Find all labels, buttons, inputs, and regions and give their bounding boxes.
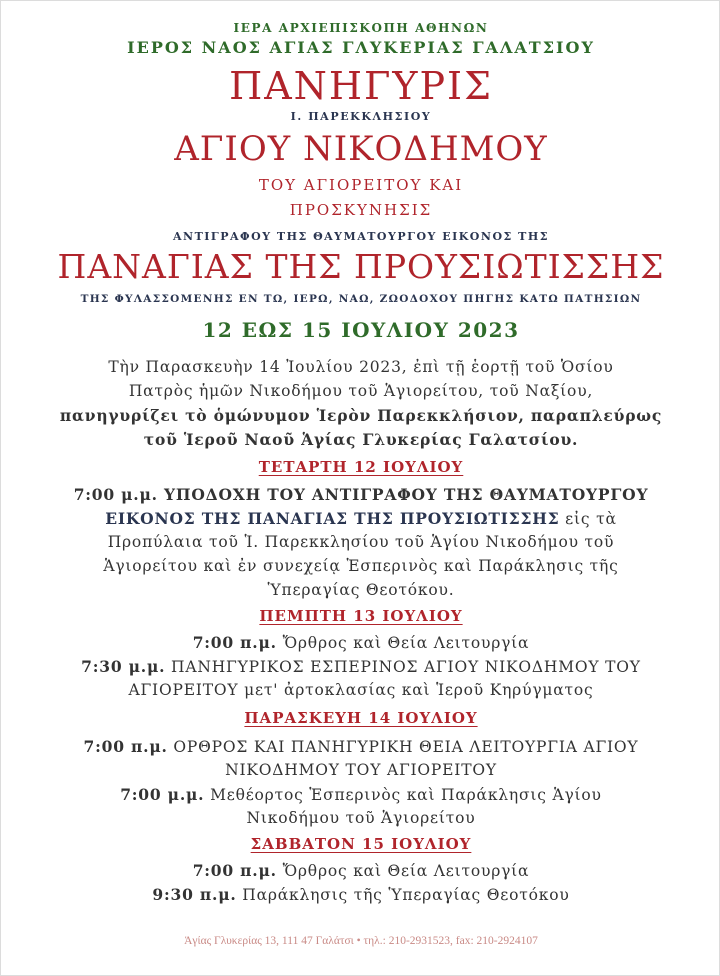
thu-line-3: ΑΓΙΟΡΕΙΤΟΥ μετ' ἀρτοκλασίας καὶ Ἱεροῦ Κηρύγματος (128, 681, 594, 699)
wed-line-2 (1, 509, 720, 528)
footer-contact: Ἁγίας Γλυκερίας 13, 111 47 Γαλάτσι • τηλ.: 210-2931523, fax: 210-2924107 (184, 935, 538, 947)
archdiocese-line: ΙΕΡΑ ΑΡΧΙΕΠΙΣΚΟΠΗ ΑΘΗΝΩΝ (233, 21, 489, 35)
fri-line-4: Νικοδήμου τοῦ Ἁγιορείτου (246, 809, 476, 827)
fri-line-2: ΝΙΚΟΔΗΜΟΥ ΤΟΥ ΑΓΙΟΡΕΙΤΟΥ (225, 761, 497, 779)
saint-subtitle-2: ΠΡΟΣΚΥΝΗΣΙΣ (289, 201, 433, 219)
wed-line-3: Προπύλαια τοῦ Ἱ. Παρεκκλησίου τοῦ Ἁγίου Νικοδήμου τοῦ (107, 533, 615, 551)
fri-line-3 (1, 785, 720, 804)
thu-line-1-time: 7:00 π.μ. (192, 633, 277, 652)
event-dates: 12 ΕΩΣ 15 ΙΟΥΛΙΟΥ 2023 (202, 318, 520, 342)
fri-line-1-time: 7:00 π.μ. (83, 737, 168, 756)
sat-line-2 (1, 885, 720, 904)
kept-in-church-line: ΤΗΣ ΦΥΛΑΣΣΟΜΕΝΗΣ ΕΝ ΤΩ, ΙΕΡΩ, ΝΑΩ, ΖΩΟΔΟΧΟΥ ΠΗΓΗΣ ΚΑΤΩ ΠΑΤΗΣΙΩΝ (80, 293, 642, 305)
thu-line-2 (1, 657, 720, 676)
fri-line-1-text: ΟΡΘΡΟΣ ΚΑΙ ΠΑΝΗΓΥΡΙΚΗ ΘΕΙΑ ΛΕΙΤΟΥΡΓΙΑ ΑΓΙΟΥ (167, 738, 639, 756)
church-name: ΙΕΡΟΣ ΝΑΟΣ ΑΓΙΑΣ ΓΛΥΚΕΡΙΑΣ ΓΑΛΑΤΣΙΟΥ (127, 38, 595, 57)
fri-line-3-time: 7:00 μ.μ. (120, 785, 205, 804)
intro-line-2: Πατρὸς ἡμῶν Νικοδήμου τοῦ Ἁγιορείτου, τοῦ Ναξίου, (128, 382, 594, 400)
sat-line-1 (1, 861, 720, 880)
sat-line-1-text: Ὄρθρος καὶ Θεία Λειτουργία (276, 862, 530, 880)
wed-line-4: Ἁγιορείτου καὶ ἐν συνεχείᾳ Ἑσπερινὸς καὶ Παράκλησις τῆς (103, 557, 619, 575)
saint-name: ΑΓΙΟΥ ΝΙΚΟΔΗΜΟΥ (174, 129, 548, 169)
day-heading-friday: ΠΑΡΑΣΚΕΥΗ 14 ΙΟΥΛΙΟΥ (244, 709, 478, 727)
wed-line-5: Ὑπεραγίας Θεοτόκου. (267, 581, 455, 599)
intro-line-4: τοῦ Ἱεροῦ Ναοῦ Ἁγίας Γλυκερίας Γαλατσίου. (143, 430, 579, 449)
day-heading-thursday: ΠΕΜΠΤΗ 13 ΙΟΥΛΙΟΥ (259, 607, 463, 625)
thu-line-1 (1, 633, 720, 652)
intro-line-1: Τὴν Παρασκευὴν 14 Ἰουλίου 2023, ἐπὶ τῇ ἑορτῇ τοῦ Ὁσίου (108, 358, 614, 376)
day-heading-saturday: ΣΑΒΒΑΤΟΝ 15 ΙΟΥΛΙΟΥ (250, 835, 472, 853)
fri-line-3-text: Μεθέορτος Ἑσπερινὸς καὶ Παράκλησις Ἁγίου (204, 786, 602, 804)
icon-title: ΠΑΝΑΓΙΑΣ ΤΗΣ ΠΡΟΥΣΙΩΤΙΣΣΗΣ (57, 247, 665, 286)
fri-line-1 (1, 737, 720, 756)
thu-line-1-text: Ὄρθρος καὶ Θεία Λειτουργία (276, 634, 530, 652)
copy-icon-line: ΑΝΤΙΓΡΑΦΟΥ ΤΗΣ ΘΑΥΜΑΤΟΥΡΓΟΥ ΕΙΚΟΝΟΣ ΤΗΣ (173, 230, 549, 243)
page-title: ΠΑΝΗΓΥΡΙΣ (229, 64, 493, 108)
saint-subtitle-1: ΤΟΥ ΑΓΙΟΡΕΙΤΟΥ ΚΑΙ (258, 176, 464, 194)
wed-line-2-rest: εἰς τὰ (559, 510, 617, 528)
intro-line-3: πανηγυρίζει τὸ ὁμώνυμον Ἱερὸν Παρεκκλήσιον, παραπλεύρως (59, 406, 663, 425)
day-heading-wednesday: ΤΕΤΑΡΤΗ 12 ΙΟΥΛΙΟΥ (258, 458, 464, 476)
chapel-prefix: Ι. ΠΑΡΕΚΚΛΗΣΙΟΥ (290, 110, 432, 123)
wed-line-2-bold: ΕΙΚΟΝΟΣ ΤΗΣ ΠΑΝΑΓΙΑΣ ΤΗΣ ΠΡΟΥΣΙΩΤΙΣΣΗΣ (105, 509, 560, 528)
sat-line-2-time: 9:30 π.μ. (152, 885, 237, 904)
sat-line-2-text: Παράκλησις τῆς Ὑπεραγίας Θεοτόκου (236, 886, 570, 904)
thu-line-2-time: 7:30 μ.μ. (81, 657, 166, 676)
thu-line-2-text: ΠΑΝΗΓΥΡΙΚΟΣ ΕΣΠΕΡΙΝΟΣ ΑΓΙΟΥ ΝΙΚΟΔΗΜΟΥ ΤΟΥ (165, 658, 641, 676)
wed-line-1: 7:00 μ.μ. ΥΠΟΔΟΧΗ ΤΟΥ ΑΝΤΙΓΡΑΦΟΥ ΤΗΣ ΘΑΥΜΑΤΟΥΡΓΟΥ (73, 485, 649, 504)
sat-line-1-time: 7:00 π.μ. (192, 861, 277, 880)
